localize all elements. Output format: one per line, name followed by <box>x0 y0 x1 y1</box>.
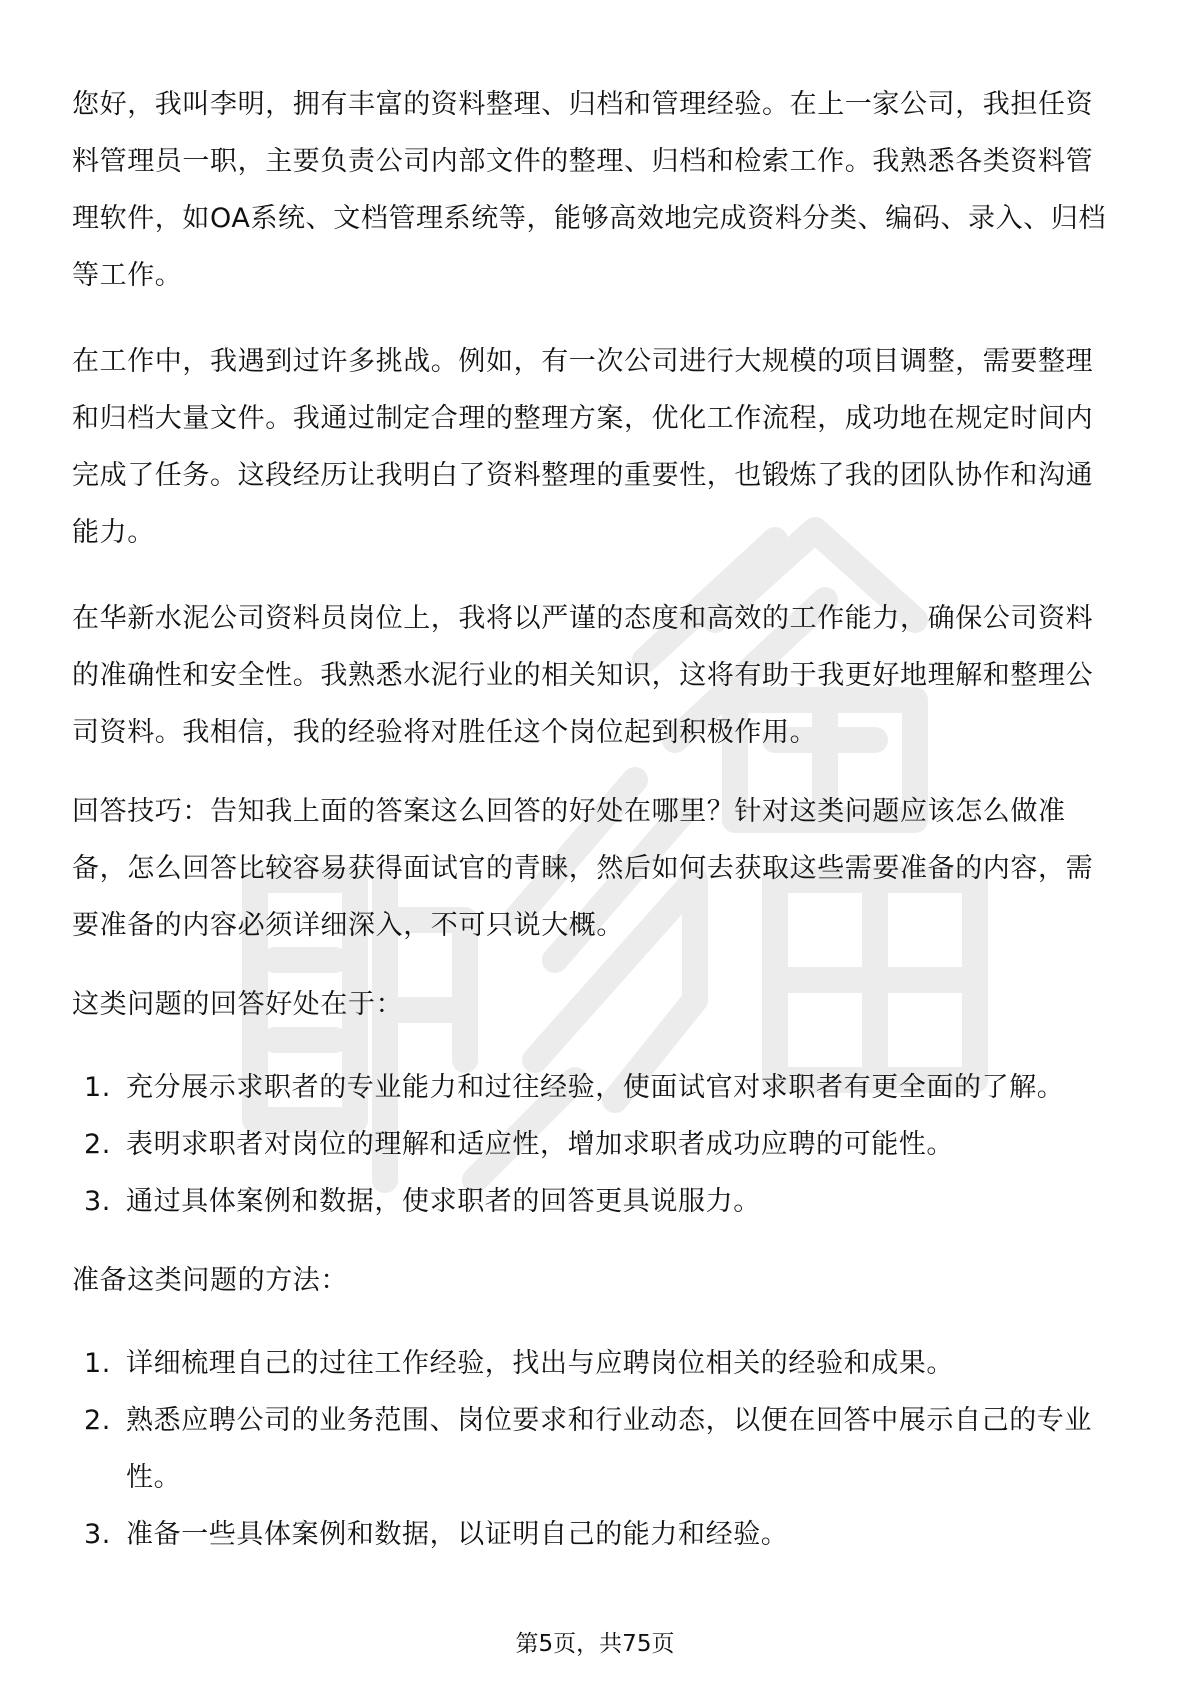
list-item <box>72 1506 1120 1563</box>
list-item-text: 准备一些具体案例和数据，以证明自己的能力和经验。 <box>126 1519 789 1550</box>
list-number: 1. <box>84 1348 111 1379</box>
list-item <box>72 1059 1120 1116</box>
list-number: 3. <box>84 1519 111 1550</box>
list-item <box>72 1392 1120 1506</box>
list-number: 2. <box>84 1129 111 1160</box>
list-number: 1. <box>84 1072 111 1103</box>
experience-paragraph: 在工作中，我遇到过许多挑战。例如，有一次公司进行大规模的项目调整，需要整理和归档大量文件。我通过制定合理的整理方案，优化工作流程，成功地在规定时间内完成了任务。这段经历让我明白了资料整理的重要性，也锻炼了我的团队协作和沟通能力。 <box>72 346 1094 548</box>
document-body <box>72 76 1120 1563</box>
list-item <box>72 1335 1120 1392</box>
list-item-text: 表明求职者对岗位的理解和适应性，增加求职者成功应聘的可能性。 <box>126 1129 954 1160</box>
list-item <box>72 1173 1120 1230</box>
list-item-text: 熟悉应聘公司的业务范围、岗位要求和行业动态，以便在回答中展示自己的专业性。 <box>126 1405 1092 1493</box>
list-item-text: 充分展示求职者的专业能力和过往经验，使面试官对求职者有更全面的了解。 <box>126 1072 1065 1103</box>
methods-list <box>72 1335 1120 1563</box>
benefits-heading: 这类问题的回答好处在于： <box>72 989 404 1020</box>
methods-heading: 准备这类问题的方法： <box>72 1265 348 1296</box>
tips-paragraph: 回答技巧：告知我上面的答案这么回答的好处在哪里？针对这类问题应该怎么做准备，怎么回答比较容易获得面试官的青睐，然后如何去获取这些需要准备的内容，需要准备的内容必须详细深入，不可只说大概。 <box>72 796 1094 941</box>
list-item-text: 详细梳理自己的过往工作经验，找出与应聘岗位相关的经验和成果。 <box>126 1348 954 1379</box>
list-item-text: 通过具体案例和数据，使求职者的回答更具说服力。 <box>126 1186 761 1217</box>
list-number: 2. <box>84 1405 111 1436</box>
position-paragraph: 在华新水泥公司资料员岗位上，我将以严谨的态度和高效的工作能力，确保公司资料的准确性和安全性。我熟悉水泥行业的相关知识，这将有助于我更好地理解和整理公司资料。我相信，我的经验将对胜任这个岗位起到积极作用。 <box>72 603 1094 748</box>
benefits-list <box>72 1059 1120 1230</box>
list-item <box>72 1116 1120 1173</box>
intro-paragraph: 您好，我叫李明，拥有丰富的资料整理、归档和管理经验。在上一家公司，我担任资料管理员一职，主要负责公司内部文件的整理、归档和检索工作。我熟悉各类资料管理软件，如OA系统、文档管理系统等，能够高效地完成资料分类、编码、录入、归档等工作。 <box>72 89 1107 291</box>
list-number: 3. <box>84 1186 111 1217</box>
page-number: 第5页，共75页 <box>515 1631 675 1657</box>
